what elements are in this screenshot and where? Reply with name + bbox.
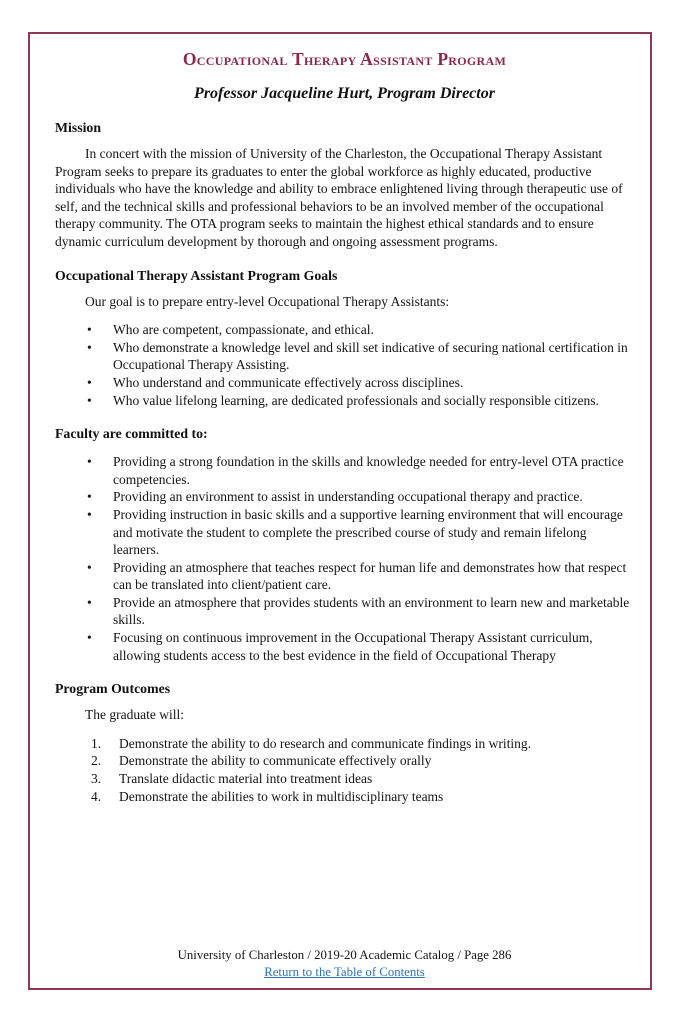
list-item (55, 594, 634, 629)
list-item-text: Providing an atmosphere that teaches respect for human life and demonstrates how that respect can be translated into client/patient care. (113, 559, 627, 593)
outcomes-intro: The graduate will: (85, 707, 184, 723)
list-item (55, 735, 634, 753)
list-item-text: Providing an environment to assist in understanding occupational therapy and practice. (113, 489, 583, 505)
list-item-text: Who understand and communicate effectively across disciplines. (113, 374, 464, 390)
list-item-text: Providing a strong foundation in the skills and knowledge needed for entry-level OTA practice competencies. (113, 454, 624, 487)
page-border-frame (28, 32, 652, 990)
faculty-bullet-list (55, 453, 634, 664)
list-item-text: Providing instruction in basic skills and a supportive learning environment that will encourage and motivate the student to complete the prescribed course of study and remain lifelong learners. (113, 506, 623, 558)
goals-intro: Our goal is to prepare entry-level Occupational Therapy Assistants: (85, 293, 450, 309)
list-item-text: Focusing on continuous improvement in the Occupational Therapy Assistant curriculum, allowing students access to the best evidence in the field of Occupational Therapy (113, 630, 593, 663)
list-item-text: Demonstrate the ability to do research and communicate findings in writing. (119, 735, 532, 751)
page-title: Occupational Therapy Assistant Program (182, 49, 507, 69)
list-item (55, 506, 634, 559)
list-item (55, 788, 634, 806)
return-to-toc-link[interactable]: Return to the Table of Contents (264, 964, 425, 979)
footer-catalog-line: University of Charleston / 2019-20 Academic Catalog / Page 286 (177, 948, 512, 962)
mission-paragraph: In concert with the mission of University of the Charleston, the Occupational Therapy Assistant Program seeks to prepare its graduates to enter the global workforce as highly educated, productive individuals who have the knowledge and ability to embrace enlightened living through therapeutic use of self, and the technical skills and professional behaviors to be an involved member of the occupational therapy community. The OTA program seeks to maintain the highest ethical standards and to ensure dynamic curriculum development by thorough and ongoing assessment programs. (55, 146, 623, 249)
outcomes-heading: Program Outcomes (55, 681, 171, 697)
list-item-text: Demonstrate the abilities to work in multidisciplinary teams (119, 788, 444, 804)
list-item (55, 453, 634, 488)
page-footer (55, 947, 634, 982)
outcomes-numbered-list (55, 735, 634, 805)
mission-heading: Mission (55, 120, 101, 135)
list-item (55, 488, 634, 506)
list-item (55, 752, 634, 770)
list-item (55, 629, 634, 664)
list-item-text: Translate didactic material into treatment ideas (119, 771, 373, 787)
list-item (55, 770, 634, 788)
list-item (55, 339, 634, 374)
list-item (55, 374, 634, 392)
list-item-text: Demonstrate the ability to communicate effectively orally (119, 753, 432, 769)
list-item-text: Provide an atmosphere that provides students with an environment to learn new and marketable skills. (113, 594, 630, 628)
faculty-heading: Faculty are committed to: (55, 426, 208, 442)
list-item-text: Who are competent, compassionate, and ethical. (113, 322, 374, 338)
list-item (55, 321, 634, 339)
goals-bullet-list (55, 321, 634, 409)
list-item (55, 392, 634, 410)
list-item (55, 559, 634, 594)
goals-heading: Occupational Therapy Assistant Program Goals (55, 267, 338, 283)
list-item-text: Who value lifelong learning, are dedicated professionals and socially responsible citizens. (113, 392, 599, 408)
program-director-subtitle: Professor Jacqueline Hurt, Program Director (194, 85, 495, 102)
list-item-text: Who demonstrate a knowledge level and skill set indicative of securing national certification in Occupational Therapy Assisting. (113, 339, 628, 373)
